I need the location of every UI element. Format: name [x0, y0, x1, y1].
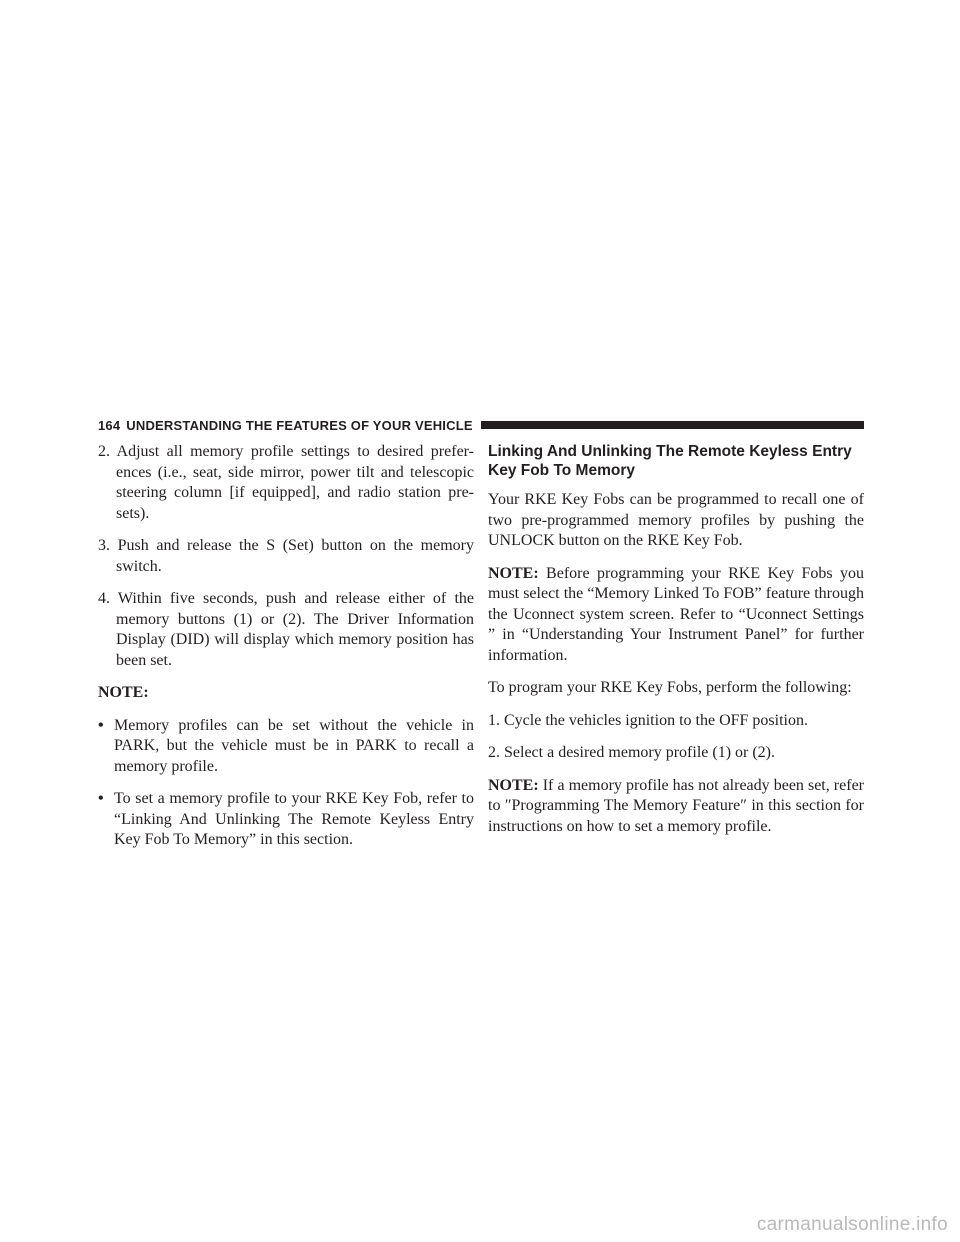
bullet-icon: • [98, 790, 104, 807]
step-2-adjust-settings: 2. Adjust all memory profile settings to desired prefer- ences (i.e., seat, side mirror, power tilt and telescopic steering column [if equipped], and radio station pre- sets). [98, 443, 474, 522]
right-column [488, 442, 864, 849]
page-number: 164 [98, 417, 121, 433]
note-bullet-park [98, 716, 474, 778]
step-3-push-set: 3. Push and release the S (Set) button on the memory switch. [98, 537, 474, 575]
program-step-2: 2. Select a desired memory profile (1) or (2). [488, 744, 776, 761]
note-label: NOTE: [488, 776, 539, 794]
step-4-memory-buttons: 4. Within five seconds, push and release either of the memory buttons (1) or (2). The Driver Information Display (DID) will display which memory position has been set. [98, 590, 474, 669]
left-column [98, 442, 474, 863]
note-paragraph-1 [488, 564, 864, 667]
bullet-text: To set a memory profile to your RKE Key Fob, refer to “Linking And Unlinking The Remote Keyless Entry Key Fob To Memory” in this section. [114, 790, 474, 848]
note-bullet-key-fob [98, 789, 474, 851]
header-rule [481, 421, 864, 429]
note-label: NOTE: [488, 564, 539, 582]
section-heading: Linking And Unlinking The Remote Keyless Entry Key Fob To Memory [488, 443, 852, 479]
note-paragraph-2 [488, 776, 864, 838]
page-header [98, 415, 864, 435]
watermark: carmanualsonline.info [756, 1214, 948, 1235]
bullet-text: Memory profiles can be set without the vehicle in PARK, but the vehicle must be in PARK to recall a memory profile. [114, 716, 474, 775]
note-heading: NOTE: [98, 684, 149, 701]
note-text: Before programming your RKE Key Fobs you must select the “Memory Linked To FOB” feature through the Uconnect system screen. Refer to “Uconnect Settings ” in “Understanding Your Instrument Panel” for further information. [488, 564, 864, 664]
bullet-icon: • [98, 716, 104, 734]
intro-paragraph: Your RKE Key Fobs can be programmed to recall one of two pre-programmed memory profiles by pushing the UNLOCK button on the RKE Key Fob. [488, 491, 864, 549]
section-title: UNDERSTANDING THE FEATURES OF YOUR VEHICLE [126, 417, 473, 433]
note-text: If a memory profile has not already been set, refer to ″Programming The Memory Feature″ in this section for instructions on how to set a memory profile. [488, 776, 864, 835]
program-step-1: 1. Cycle the vehicles ignition to the OFF position. [488, 711, 808, 729]
program-intro: To program your RKE Key Fobs, perform the following: [488, 679, 852, 696]
